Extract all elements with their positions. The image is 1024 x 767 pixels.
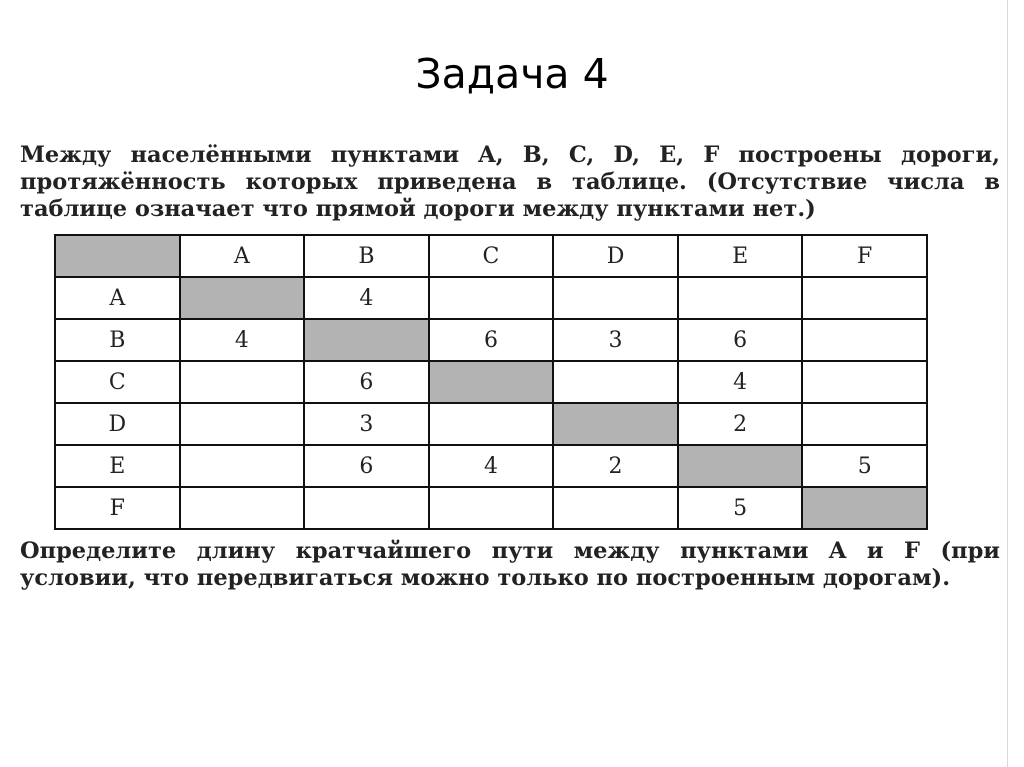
table-row [55,319,927,361]
table-cell: 3 [553,319,678,361]
slide-edge-divider [1007,0,1008,767]
intro-line: протяжённость которых приведена в таблице. (Отсутствие числа в [20,169,1000,195]
table-cell: 4 [304,277,429,319]
table-cell: 6 [678,319,803,361]
table-cell: 6 [429,319,554,361]
table-row [55,403,927,445]
table-cell: 6 [304,445,429,487]
table-cell: 4 [180,319,305,361]
table-cell [802,361,927,403]
table-corner-cell [55,235,180,277]
row-header: B [55,319,180,361]
table-cell [553,487,678,529]
table-cell [429,277,554,319]
slide-title: Задача 4 [415,50,609,98]
table-cell-diagonal [180,277,305,319]
table-cell: 5 [802,445,927,487]
question-line: условии, что передвигаться можно только по построенным дорогам). [20,565,951,591]
table-cell [429,403,554,445]
table-cell [180,445,305,487]
table-cell [553,277,678,319]
question-line: Определите длину кратчайшего пути между пунктами A и F (при [20,538,1000,564]
row-header: D [55,403,180,445]
table-cell: 6 [304,361,429,403]
table-row [55,445,927,487]
table-cell: 5 [678,487,803,529]
table-cell [304,487,429,529]
intro-line: таблице означает что прямой дороги между пунктами нет.) [20,196,816,222]
table-cell-diagonal [429,361,554,403]
table-cell [180,403,305,445]
table-cell [678,277,803,319]
table-cell-diagonal [304,319,429,361]
problem-question-text [20,538,1000,592]
table-cell: 4 [429,445,554,487]
table-cell [802,403,927,445]
table-row [55,361,927,403]
table-cell: 2 [678,403,803,445]
table-cell [553,361,678,403]
column-header: D [553,235,678,277]
table-cell-diagonal [678,445,803,487]
table-cell [802,277,927,319]
row-header: C [55,361,180,403]
column-header: A [180,235,305,277]
table-cell: 4 [678,361,803,403]
table-cell [180,487,305,529]
table-cell [180,361,305,403]
table-row [55,277,927,319]
problem-intro-text [20,142,1000,223]
table-cell: 3 [304,403,429,445]
table-cell [802,319,927,361]
table-header-row [55,235,927,277]
table-cell-diagonal [553,403,678,445]
row-header: F [55,487,180,529]
distance-table [54,234,928,530]
table-row [55,487,927,529]
column-header: C [429,235,554,277]
column-header: E [678,235,803,277]
intro-line: Между населёнными пунктами A, B, C, D, E, F построены дороги, [20,142,1000,168]
table-cell [429,487,554,529]
column-header: F [802,235,927,277]
table-cell: 2 [553,445,678,487]
row-header: A [55,277,180,319]
row-header: E [55,445,180,487]
table-cell-diagonal [802,487,927,529]
column-header: B [304,235,429,277]
